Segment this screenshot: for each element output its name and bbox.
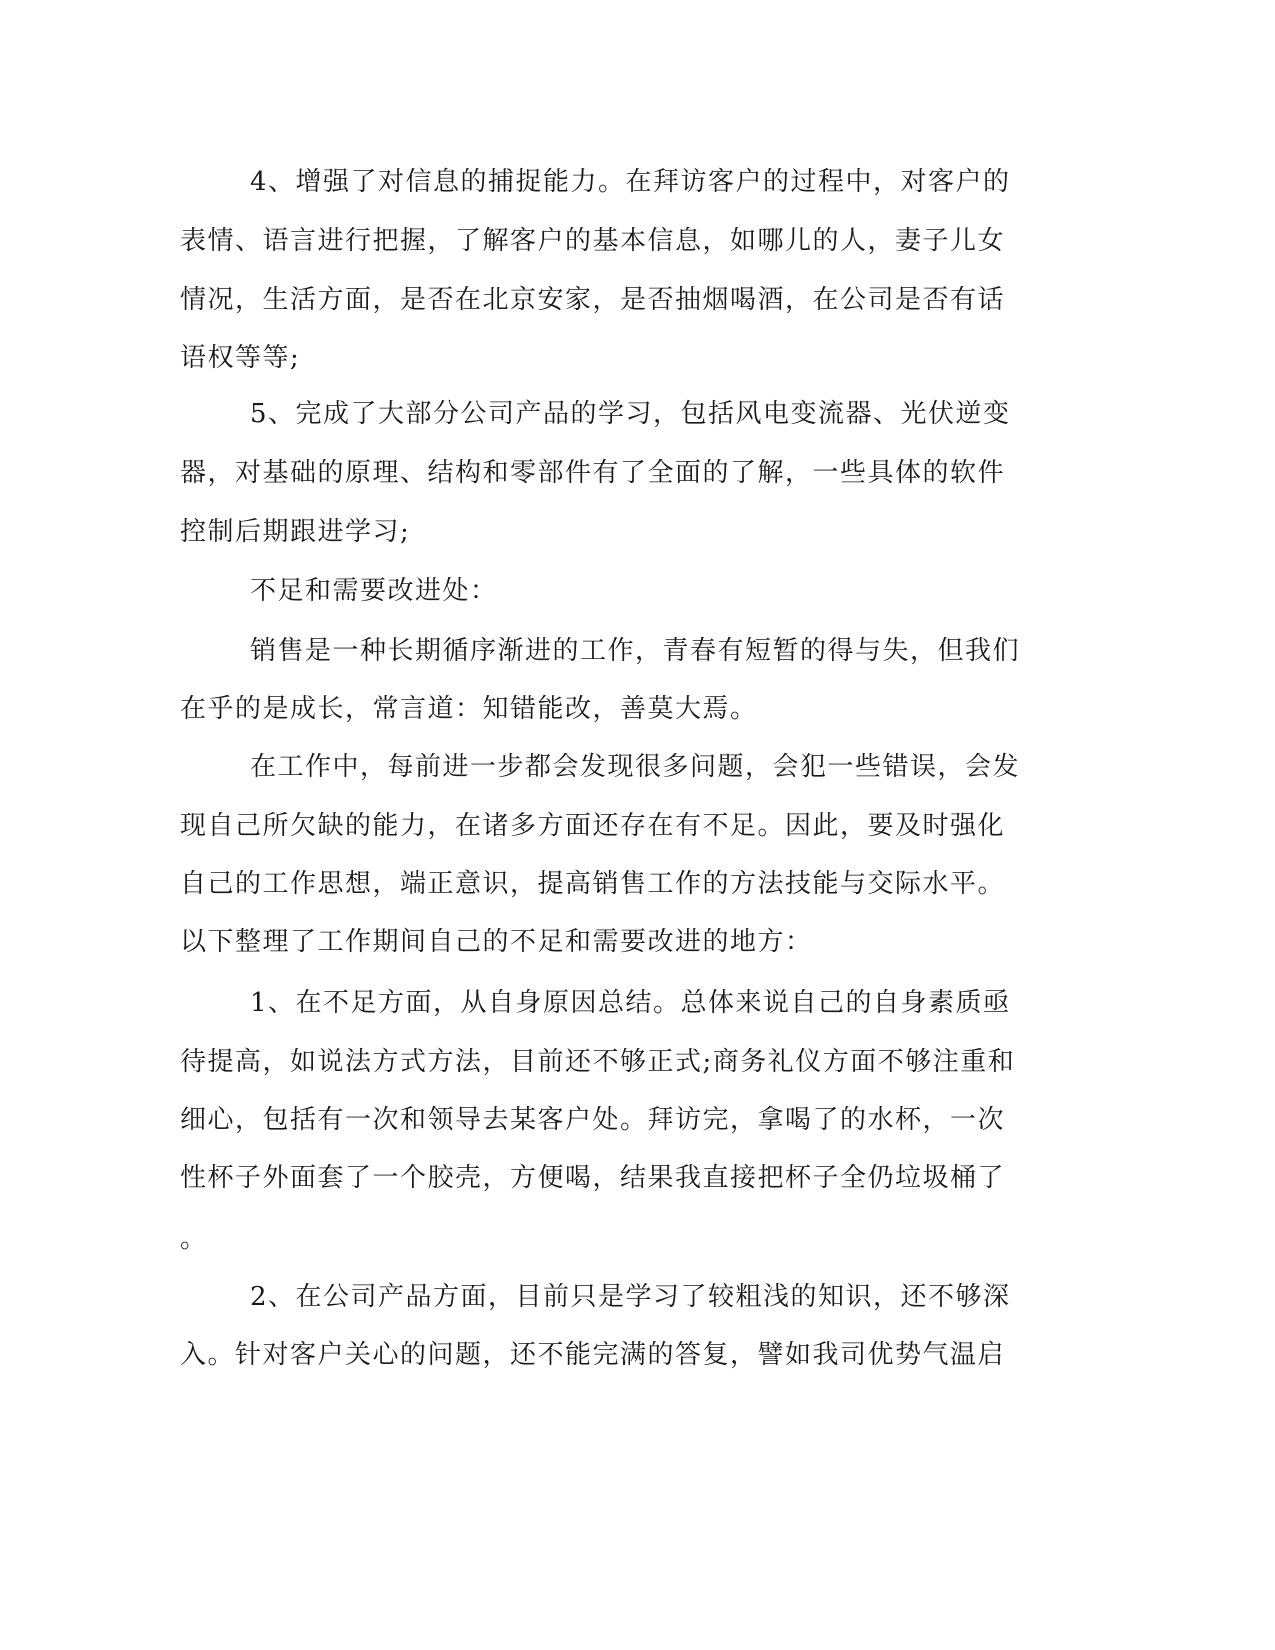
paragraph-1-line-5: 。 xyxy=(180,1224,208,1254)
paragraph-sales-line-2: 在乎的是成长，常言道：知错能改，善莫大焉。 xyxy=(180,694,758,724)
paragraph-work-line-1: 在工作中，每前进一步都会发现很多问题，会犯一些错误，会发 xyxy=(250,752,1021,782)
paragraph-4-line-3: 情况，生活方面，是否在北京安家，是否抽烟喝酒，在公司是否有话 xyxy=(180,285,1006,315)
section-heading-shortcomings: 不足和需要改进处： xyxy=(250,576,498,606)
paragraph-2-line-2: 入。针对客户关心的问题，还不能完满的答复，譬如我司优势气温启 xyxy=(180,1340,1006,1370)
paragraph-4-line-2: 表情、语言进行把握，了解客户的基本信息，如哪儿的人，妻子儿女 xyxy=(180,226,1006,256)
paragraph-1-line-2: 待提高，如说法方式方法，目前还不够正式;商务礼仪方面不够注重和 xyxy=(180,1047,1016,1077)
paragraph-1-line-1: 1、在不足方面，从自身原因总结。总体来说自己的自身素质亟 xyxy=(250,988,1011,1018)
paragraph-work-line-4: 以下整理了工作期间自己的不足和需要改进的地方： xyxy=(180,927,813,957)
paragraph-5-line-2: 器，对基础的原理、结构和零部件有了全面的了解，一些具体的软件 xyxy=(180,458,1006,488)
paragraph-1-line-4: 性杯子外面套了一个胶壳，方便喝，结果我直接把杯子全仍垃圾桶了 xyxy=(180,1163,1006,1193)
paragraph-1-line-3: 细心，包括有一次和领导去某客户处。拜访完，拿喝了的水杯，一次 xyxy=(180,1105,1006,1135)
paragraph-5-line-3: 控制后期跟进学习; xyxy=(180,517,411,547)
paragraph-5-line-1: 5、完成了大部分公司产品的学习，包括风电变流器、光伏逆变 xyxy=(250,399,1011,429)
paragraph-sales-line-1: 销售是一种长期循序渐进的工作，青春有短暂的得与失，但我们 xyxy=(250,636,1021,666)
paragraph-4-line-4: 语权等等; xyxy=(180,343,301,373)
paragraph-4-line-1: 4、增强了对信息的捕捉能力。在拜访客户的过程中，对客户的 xyxy=(250,167,1011,197)
paragraph-work-line-3: 自己的工作思想，端正意识，提高销售工作的方法技能与交际水平。 xyxy=(180,869,1006,899)
paragraph-work-line-2: 现自己所欠缺的能力，在诸多方面还存在有不足。因此，要及时强化 xyxy=(180,811,1006,841)
paragraph-2-line-1: 2、在公司产品方面，目前只是学习了较粗浅的知识，还不够深 xyxy=(250,1282,1011,1312)
